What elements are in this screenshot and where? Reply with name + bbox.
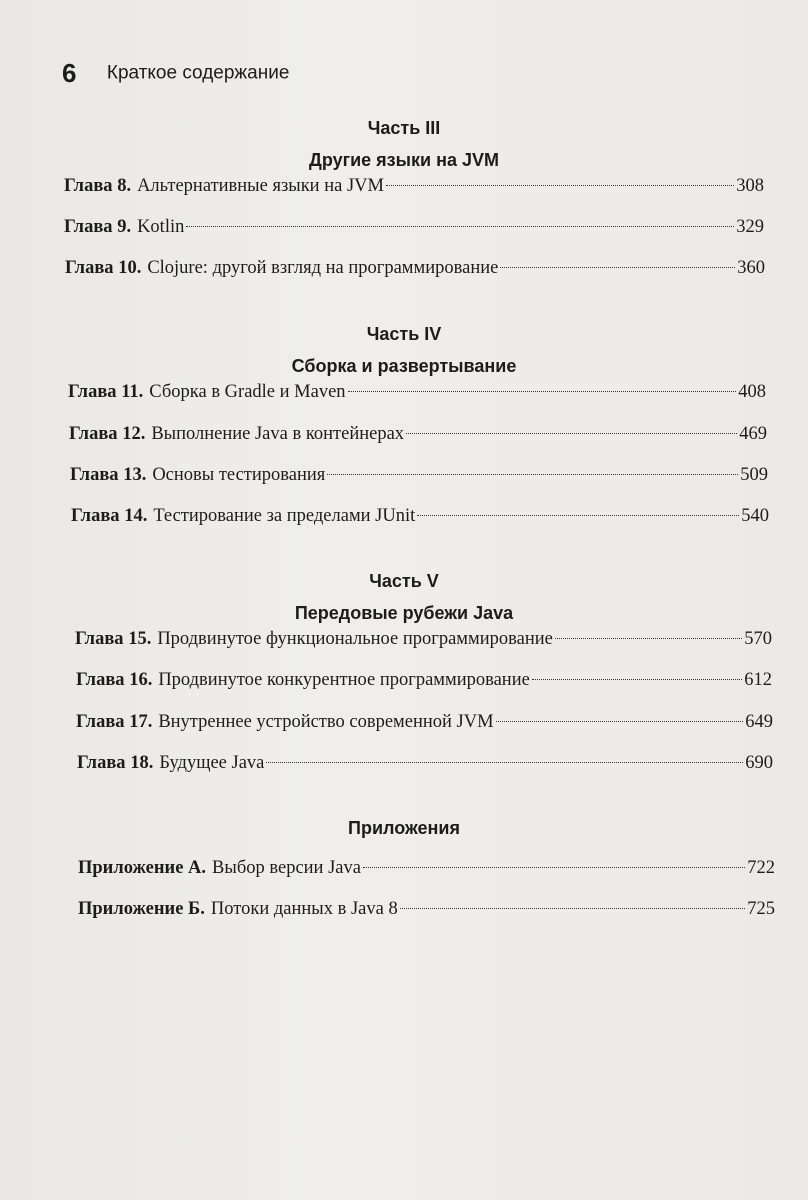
entry-number: 16. xyxy=(129,670,153,690)
dot-leader xyxy=(417,515,739,516)
entry-kind: Глава xyxy=(65,258,114,278)
toc-entry xyxy=(70,461,768,489)
entry-page: 360 xyxy=(737,258,765,278)
dot-leader xyxy=(348,391,737,392)
entry-page: 725 xyxy=(747,899,775,919)
toc-entry xyxy=(76,666,772,694)
entry-page: 408 xyxy=(738,382,766,402)
part-title: Сборка и развертывание xyxy=(291,356,517,376)
entry-title: Внутреннее устройство современной JVM xyxy=(158,712,494,732)
toc-entry xyxy=(78,854,775,882)
part-label: Приложения xyxy=(348,818,460,838)
entry-title: Потоки данных в Java 8 xyxy=(210,899,398,919)
toc-entry xyxy=(77,749,773,777)
entry-kind: Глава xyxy=(76,670,125,690)
entry-number: 9. xyxy=(117,217,132,237)
toc-entry xyxy=(71,502,769,530)
dot-leader xyxy=(406,433,737,434)
dot-leader xyxy=(400,908,746,909)
entry-kind: Приложение xyxy=(78,858,184,878)
toc-entry xyxy=(78,895,775,923)
dot-leader xyxy=(532,679,742,680)
toc-entry xyxy=(69,420,767,448)
dot-leader xyxy=(363,867,745,868)
part-heading xyxy=(0,318,808,382)
entry-number: 18. xyxy=(130,753,154,773)
part-heading xyxy=(0,812,808,844)
entry-kind: Глава xyxy=(71,506,120,526)
dot-leader xyxy=(500,267,735,268)
dot-leader xyxy=(555,638,742,639)
entry-kind: Глава xyxy=(64,217,113,237)
entry-page: 649 xyxy=(745,712,773,732)
toc-entry xyxy=(76,708,773,736)
dot-leader xyxy=(386,185,734,186)
part-heading xyxy=(0,565,808,629)
part-label: Часть V xyxy=(369,571,439,591)
entry-kind: Приложение xyxy=(78,899,184,919)
dot-leader xyxy=(496,721,744,722)
entry-page: 308 xyxy=(736,176,764,196)
entry-number: 10. xyxy=(118,258,142,278)
dot-leader xyxy=(186,226,734,227)
entry-title: Выбор версии Java xyxy=(212,858,361,878)
entry-title: Kotlin xyxy=(137,217,185,237)
page-number: 6 xyxy=(62,58,77,88)
part-label: Часть IV xyxy=(366,324,442,344)
toc-entry xyxy=(64,172,764,200)
entry-number: Б. xyxy=(188,899,205,919)
entry-number: А. xyxy=(188,858,207,878)
part-heading xyxy=(0,112,808,176)
entry-kind: Глава xyxy=(64,176,113,196)
entry-kind: Глава xyxy=(77,753,126,773)
entry-number: 8. xyxy=(117,176,132,196)
part-title: Передовые рубежи Java xyxy=(294,603,514,623)
entry-kind: Глава xyxy=(75,629,124,649)
dot-leader xyxy=(266,762,743,763)
running-title: Краткое содержание xyxy=(106,62,290,84)
entry-number: 11. xyxy=(121,382,144,402)
entry-kind: Глава xyxy=(76,712,125,732)
toc-entry xyxy=(64,213,764,241)
entry-title: Продвинутое функциональное программирование xyxy=(157,629,553,649)
entry-title: Основы тестирования xyxy=(152,465,326,485)
entry-page: 509 xyxy=(740,465,768,485)
entry-title: Выполнение Java в контейнерах xyxy=(151,424,405,444)
entry-title: Тестирование за пределами JUnit xyxy=(153,506,416,526)
toc-entry xyxy=(68,378,766,406)
entry-page: 570 xyxy=(744,629,772,649)
entry-kind: Глава xyxy=(69,424,118,444)
dot-leader xyxy=(327,474,738,475)
entry-title: Сборка в Gradle и Maven xyxy=(149,382,346,402)
entry-page: 540 xyxy=(741,506,769,526)
entry-title: Продвинутое конкурентное программирование xyxy=(158,670,530,690)
entry-number: 14. xyxy=(124,506,148,526)
entry-kind: Глава xyxy=(68,382,117,402)
entry-number: 15. xyxy=(128,629,152,649)
entry-number: 12. xyxy=(122,424,146,444)
entry-title: Clojure: другой взгляд на программирование xyxy=(147,258,499,278)
part-title: Другие языки на JVM xyxy=(309,150,499,170)
entry-title: Будущее Java xyxy=(159,753,265,773)
entry-page: 469 xyxy=(739,424,767,444)
entry-kind: Глава xyxy=(70,465,119,485)
toc-entry xyxy=(75,625,772,653)
entry-page: 690 xyxy=(745,753,773,773)
entry-page: 329 xyxy=(736,217,764,237)
entry-number: 17. xyxy=(129,712,153,732)
entry-page: 722 xyxy=(747,858,775,878)
part-label: Часть III xyxy=(367,118,441,138)
entry-page: 612 xyxy=(744,670,772,690)
entry-title: Альтернативные языки на JVM xyxy=(137,176,384,196)
toc-entry xyxy=(65,254,765,282)
running-header xyxy=(62,58,289,89)
entry-number: 13. xyxy=(123,465,147,485)
